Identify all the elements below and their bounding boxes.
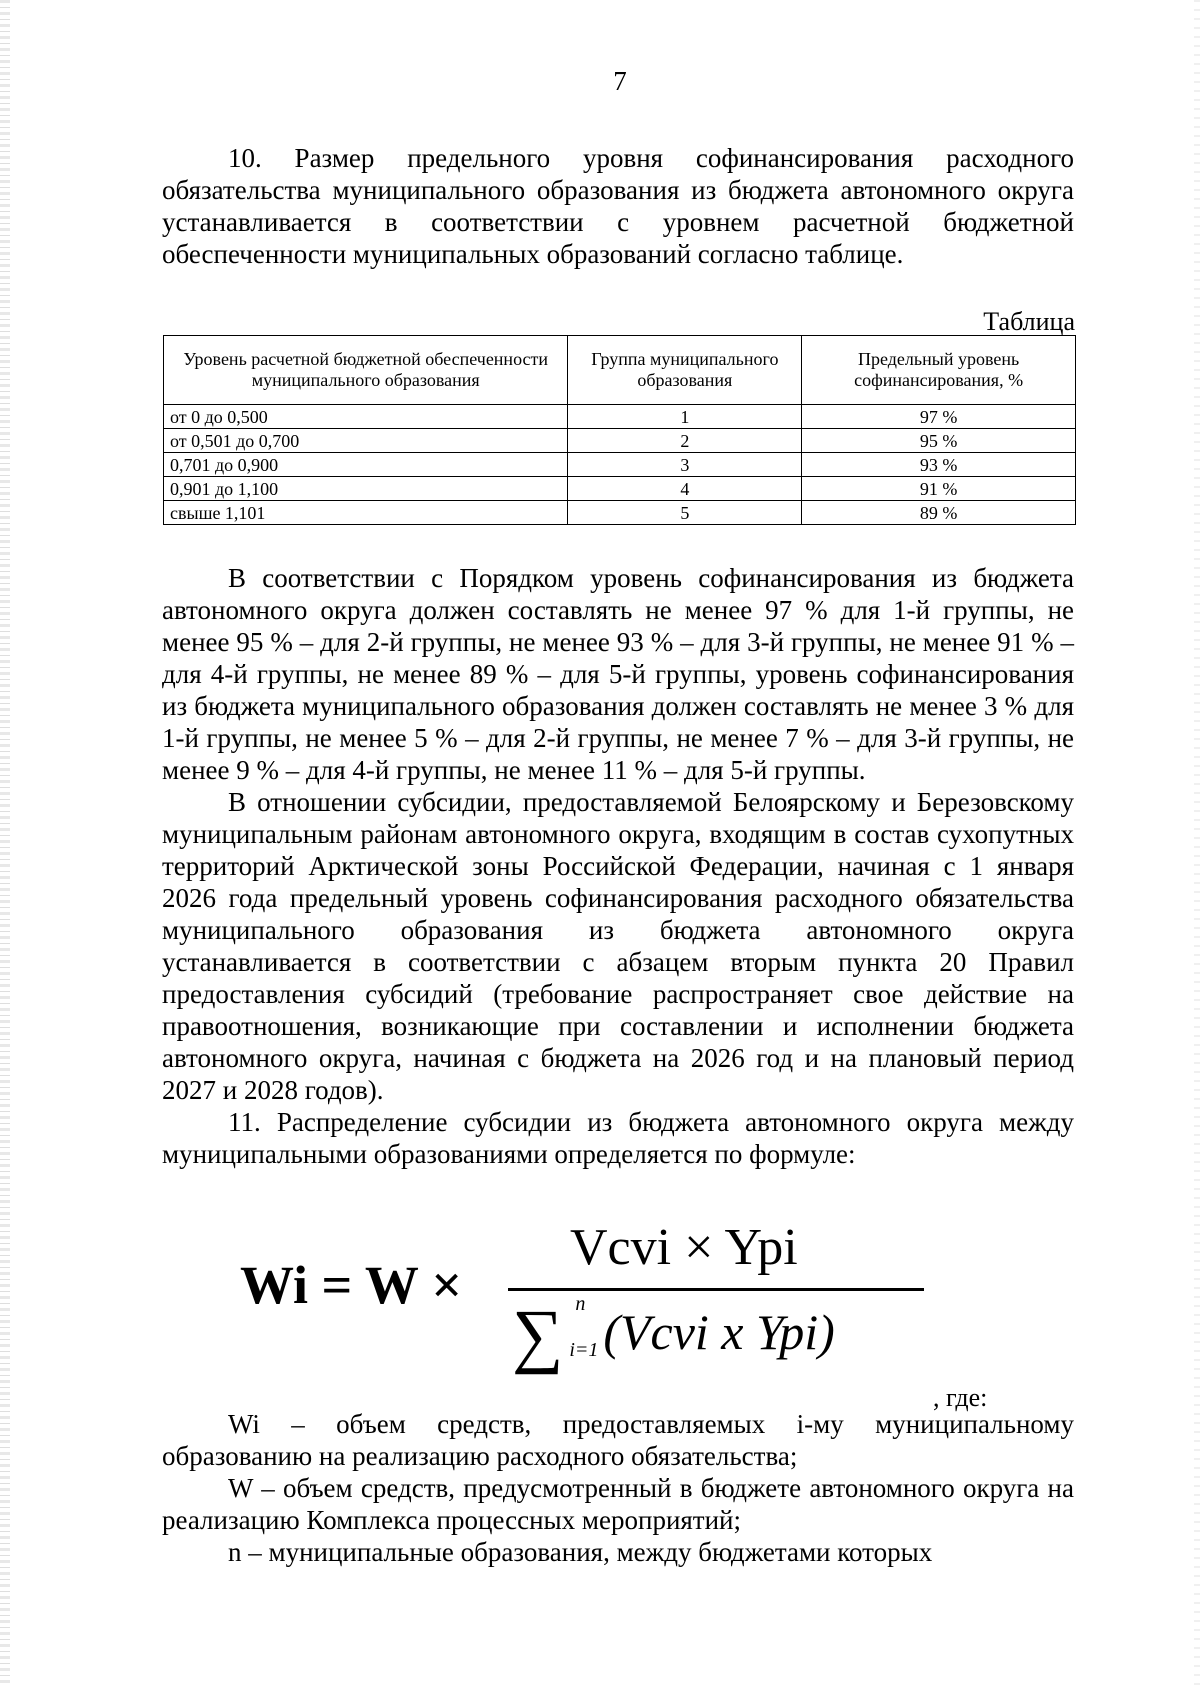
sum-lower-limit: i=1 bbox=[569, 1339, 599, 1361]
page-number: 7 bbox=[613, 66, 627, 96]
cell-cofinancing-limit: 89 % bbox=[802, 501, 1076, 525]
definitions bbox=[162, 1408, 1074, 1568]
table-row bbox=[164, 405, 1076, 429]
table-header-row bbox=[164, 336, 1076, 405]
formula-left-side: Wi = W × bbox=[240, 1255, 463, 1315]
cofinancing-table bbox=[163, 335, 1076, 525]
cell-cofinancing-limit: 93 % bbox=[802, 453, 1076, 477]
section-11-paragraph: 11. Распределение субсидии из бюджета автономного округа между муниципальными образованиями определяется по формуле: bbox=[162, 1107, 1074, 1169]
header-group: Группа муниципального образования bbox=[568, 336, 802, 405]
sum-limits bbox=[563, 1293, 603, 1361]
definition-wi: Wi – объем средств, предоставляемых i-му муниципальному образованию на реализацию расходного обязательства; bbox=[162, 1409, 1074, 1471]
cell-group: 3 bbox=[568, 453, 802, 477]
cell-cofinancing-limit: 97 % bbox=[802, 405, 1076, 429]
table-row bbox=[164, 453, 1076, 477]
table-row bbox=[164, 501, 1076, 525]
cell-cofinancing-limit: 91 % bbox=[802, 477, 1076, 501]
cell-group: 1 bbox=[568, 405, 802, 429]
cell-group: 2 bbox=[568, 429, 802, 453]
definition-w: W – объем средств, предусмотренный в бюджете автономного округа на реализацию Комплекса процессных мероприятий; bbox=[162, 1473, 1074, 1535]
definition-n: n – муниципальные образования, между бюджетами которых bbox=[228, 1537, 933, 1567]
arctic-zone-paragraph: В отношении субсидии, предоставляемой Белоярскому и Березовскому муниципальным районам автономного округа, входящим в состав сухопутных территорий Арктической зоны Российской Федерации, начиная с 1 января 2026 года предельный уровень софинансирования расходного обязательства муниципального образования из бюджета автономного округа устанавливается в соответствии с абзацем вторым пункта 20 Правил предоставления субсидий (требование распространяет свое действие на правоотношения, возникающие при составлении и исполнении бюджета автономного округа, начиная с бюджета на 2026 год и на плановый период 2027 и 2028 годов). bbox=[162, 787, 1074, 1105]
header-budget-level: Уровень расчетной бюджетной обеспеченности муниципального образования bbox=[164, 336, 568, 405]
formula-where-label: , где: bbox=[933, 1383, 988, 1412]
table-row bbox=[164, 477, 1076, 501]
sum-expression: (Vcvi x Ypi) bbox=[603, 1304, 835, 1360]
cell-cofinancing-limit: 95 % bbox=[802, 429, 1076, 453]
formula-numerator: Vcvi × Ypi bbox=[570, 1219, 798, 1276]
section-10-paragraph: 10. Размер предельного уровня софинансирования расходного обязательства муниципального образования из бюджета автономного округа устанавливается в соответствии с уровнем расчетной бюджетной обеспеченности муниципальных образований согласно таблице. bbox=[162, 143, 1074, 269]
cofinancing-requirements-paragraph: В соответствии с Порядком уровень софинансирования из бюджета автономного округа должен составлять не менее 97 % для 1-й группы, не менее 95 % – для 2-й группы, не менее 93 % – для 3-й группы, не менее 91 % – для 4-й группы, не менее 89 % – для 5-й группы, уровень софинансирования из бюджета муниципального образования должен составлять не менее 3 % для 1-й группы, не менее 5 % – для 2-й группы, не менее 7 % – для 3-й группы, не менее 9 % – для 4-й группы, не менее 11 % – для 5-й группы. bbox=[162, 563, 1074, 785]
table-caption: Таблица bbox=[983, 307, 1075, 336]
cell-budget-level: от 0,501 до 0,700 bbox=[164, 429, 568, 453]
cell-group: 4 bbox=[568, 477, 802, 501]
header-cofinancing-limit: Предельный уровень софинансирования, % bbox=[802, 336, 1076, 405]
cell-budget-level: 0,701 до 0,900 bbox=[164, 453, 568, 477]
sum-symbol: ∑ bbox=[512, 1295, 564, 1375]
section-10 bbox=[162, 142, 1074, 270]
distribution-formula bbox=[240, 1218, 930, 1388]
cell-budget-level: свыше 1,101 bbox=[164, 501, 568, 525]
scan-edge-right bbox=[1194, 0, 1200, 1686]
table-row bbox=[164, 429, 1076, 453]
cell-budget-level: 0,901 до 1,100 bbox=[164, 477, 568, 501]
formula-fraction-bar bbox=[508, 1288, 924, 1291]
cell-group: 5 bbox=[568, 501, 802, 525]
cell-budget-level: от 0 до 0,500 bbox=[164, 405, 568, 429]
formula-denominator bbox=[512, 1294, 835, 1377]
body-text bbox=[162, 562, 1074, 1170]
sum-upper-limit: n bbox=[575, 1293, 586, 1315]
scan-edge-left bbox=[0, 0, 10, 1686]
